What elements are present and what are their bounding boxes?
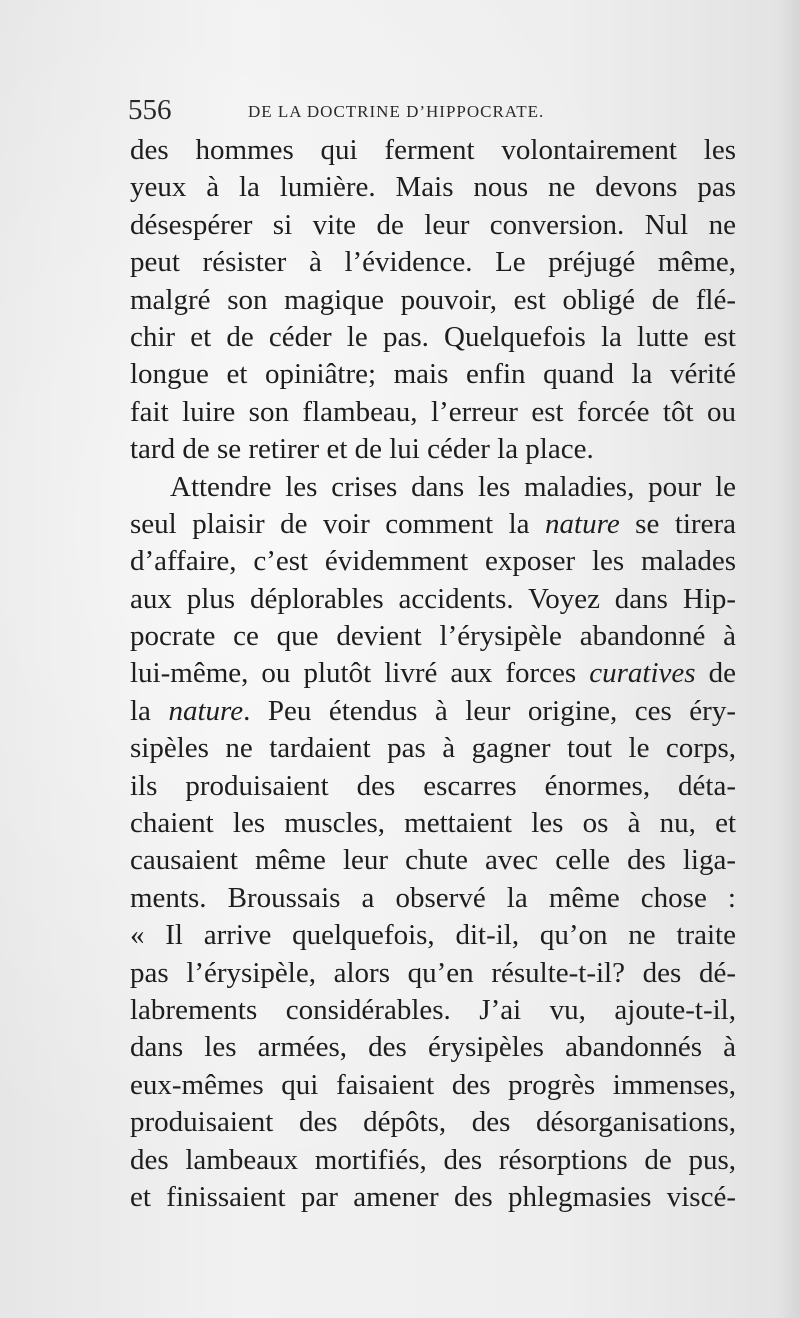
- text-line: longue et opiniâtre; mais enfin quand la vérité: [130, 358, 736, 391]
- page-edge-shadow: [778, 0, 800, 1318]
- text-line: causaient même leur chute avec celle des liga-: [130, 844, 736, 877]
- running-title: DE LA DOCTRINE D’HIPPOCRATE.: [248, 102, 545, 121]
- text-line: ils produisaient des escarres énormes, déta-: [130, 769, 736, 802]
- text-line: aux plus déplorables accidents. Voyez dans Hip-: [130, 582, 736, 615]
- line-text: de: [695, 657, 736, 690]
- text-line: labrements considérables. J’ai vu, ajoute-t-il,: [130, 993, 736, 1026]
- text-line: dans les armées, des érysipèles abandonnés à: [130, 1031, 736, 1064]
- text-line: [130, 693, 736, 730]
- italic-term: curatives: [589, 657, 696, 690]
- line-text: se tirera: [619, 507, 736, 540]
- line-text: seul plaisir de voir comment la: [130, 507, 546, 540]
- italic-term: nature: [545, 507, 620, 540]
- paragraph-first-line: Attendre les crises dans les maladies, pour le: [170, 470, 736, 503]
- text-line: chir et de céder le pas. Quelquefois la lutte est: [130, 320, 736, 353]
- text-line: [130, 506, 736, 543]
- text-line: yeux à la lumière. Mais nous ne devons pas: [130, 171, 736, 204]
- text-line: chaient les muscles, mettaient les os à nu, et: [130, 807, 736, 840]
- text-line: [130, 655, 736, 692]
- text-line: « Il arrive quelquefois, dit-il, qu’on ne traite: [130, 919, 736, 952]
- text-line: produisaient des dépôts, des désorganisations,: [130, 1106, 736, 1139]
- text-line: malgré son magique pouvoir, est obligé de flé-: [130, 283, 736, 316]
- line-text: . Peu étendus à leur origine, ces éry-: [243, 694, 736, 727]
- text-line: des hommes qui ferment volontairement les: [130, 134, 736, 166]
- text-line: fait luire son flambeau, l’erreur est forcée tôt ou: [130, 395, 736, 428]
- text-line: eux-mêmes qui faisaient des progrès immenses,: [130, 1068, 736, 1101]
- page-header: [128, 94, 734, 130]
- text-line: d’affaire, c’est évidemment exposer les malades: [130, 545, 736, 578]
- italic-term: nature: [168, 694, 244, 727]
- page-number: 556: [128, 94, 172, 126]
- text-line: désespérer si vite de leur conversion. Nul ne: [130, 208, 736, 241]
- text-line: pocrate ce que devient l’érysipèle abandonné à: [130, 620, 736, 653]
- text-line: sipèles ne tardaient pas à gagner tout le corps,: [130, 732, 736, 765]
- text-line: et finissaient par amener des phlegmasies viscé-: [130, 1180, 736, 1213]
- paragraph-last-line: tard de se retirer et de lui céder la place.: [130, 433, 594, 466]
- line-text: lui-même, ou plutôt livré aux forces: [130, 657, 590, 690]
- text-line: pas l’érysipèle, alors qu’en résulte-t-il? des dé-: [130, 956, 736, 989]
- text-line: des lambeaux mortifiés, des résorptions de pus,: [130, 1143, 736, 1176]
- line-text: la: [130, 694, 169, 727]
- text-line: peut résister à l’évidence. Le préjugé même,: [130, 246, 736, 279]
- body-text: [130, 132, 736, 1216]
- text-line: ments. Broussais a observé la même chose :: [130, 881, 736, 914]
